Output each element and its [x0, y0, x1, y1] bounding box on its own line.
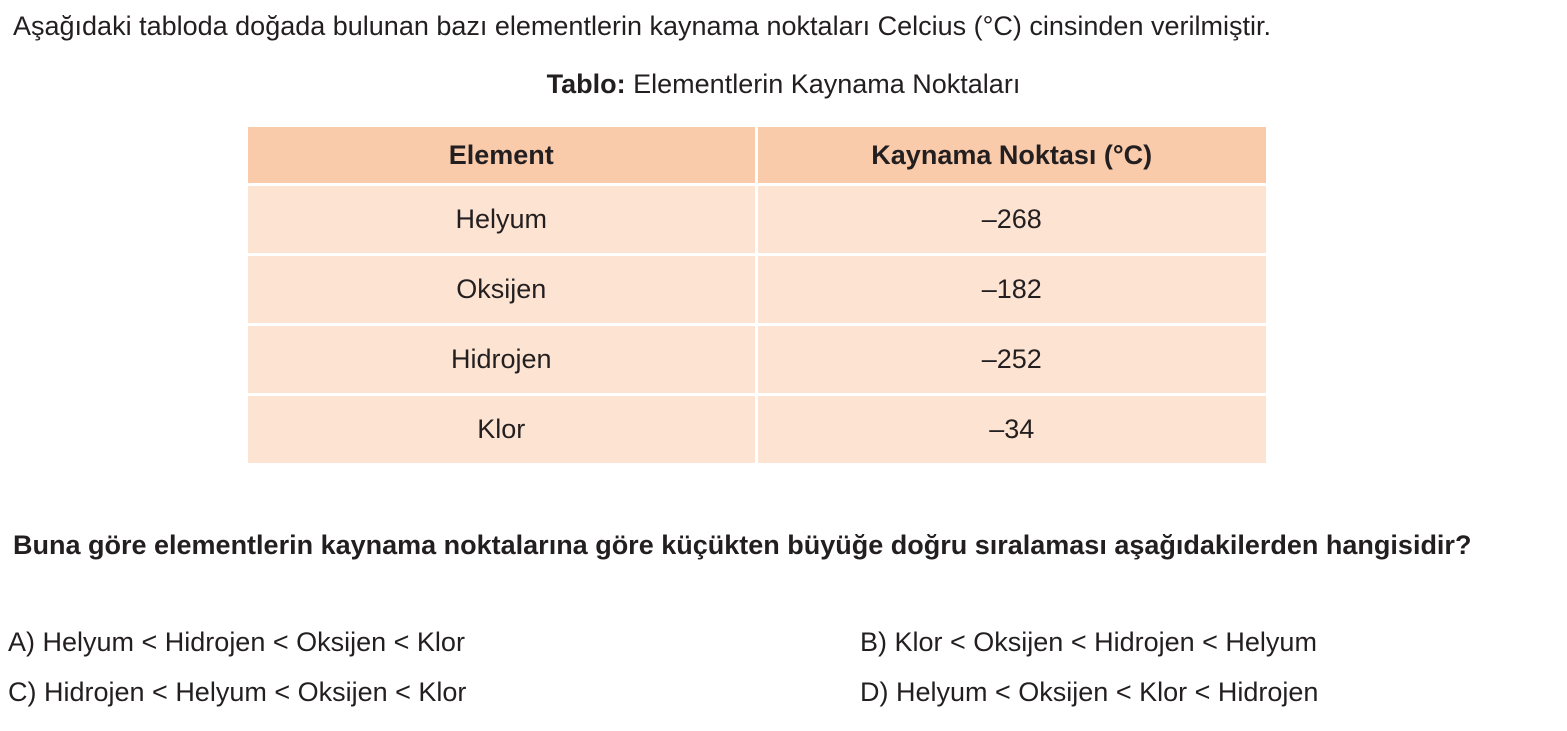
cell-element: Klor	[248, 395, 756, 464]
table-header-row	[248, 127, 1266, 185]
table-row	[248, 185, 1266, 255]
table-caption	[0, 66, 1567, 102]
cell-boiling-point: –182	[756, 255, 1266, 325]
header-element: Element	[248, 127, 756, 185]
header-boiling-point: Kaynama Noktası (°C)	[756, 127, 1266, 185]
option-a[interactable]: A) Helyum < Hidrojen < Oksijen < Klor	[8, 627, 465, 657]
cell-element: Oksijen	[248, 255, 756, 325]
table-row	[248, 395, 1266, 464]
table-row	[248, 255, 1266, 325]
question-text: Buna göre elementlerin kaynama noktalarına göre küçükten büyüğe doğru sıralaması aşağıdakilerden hangisidir?	[13, 530, 1472, 560]
boiling-points-table	[248, 127, 1266, 463]
cell-element: Hidrojen	[248, 325, 756, 395]
option-d[interactable]: D) Helyum < Oksijen < Klor < Hidrojen	[860, 677, 1319, 707]
cell-boiling-point: –34	[756, 395, 1266, 464]
table-caption-label: Tablo:	[546, 69, 626, 99]
option-b[interactable]: B) Klor < Oksijen < Hidrojen < Helyum	[860, 627, 1317, 657]
table-caption-title: Elementlerin Kaynama Noktaları	[625, 69, 1021, 99]
table-row	[248, 325, 1266, 395]
intro-text: Aşağıdaki tabloda doğada bulunan bazı elementlerin kaynama noktaları Celcius (°C) cinsinden verilmiştir.	[13, 11, 1271, 41]
cell-boiling-point: –252	[756, 325, 1266, 395]
option-c[interactable]: C) Hidrojen < Helyum < Oksijen < Klor	[8, 677, 467, 707]
cell-boiling-point: –268	[756, 185, 1266, 255]
cell-element: Helyum	[248, 185, 756, 255]
